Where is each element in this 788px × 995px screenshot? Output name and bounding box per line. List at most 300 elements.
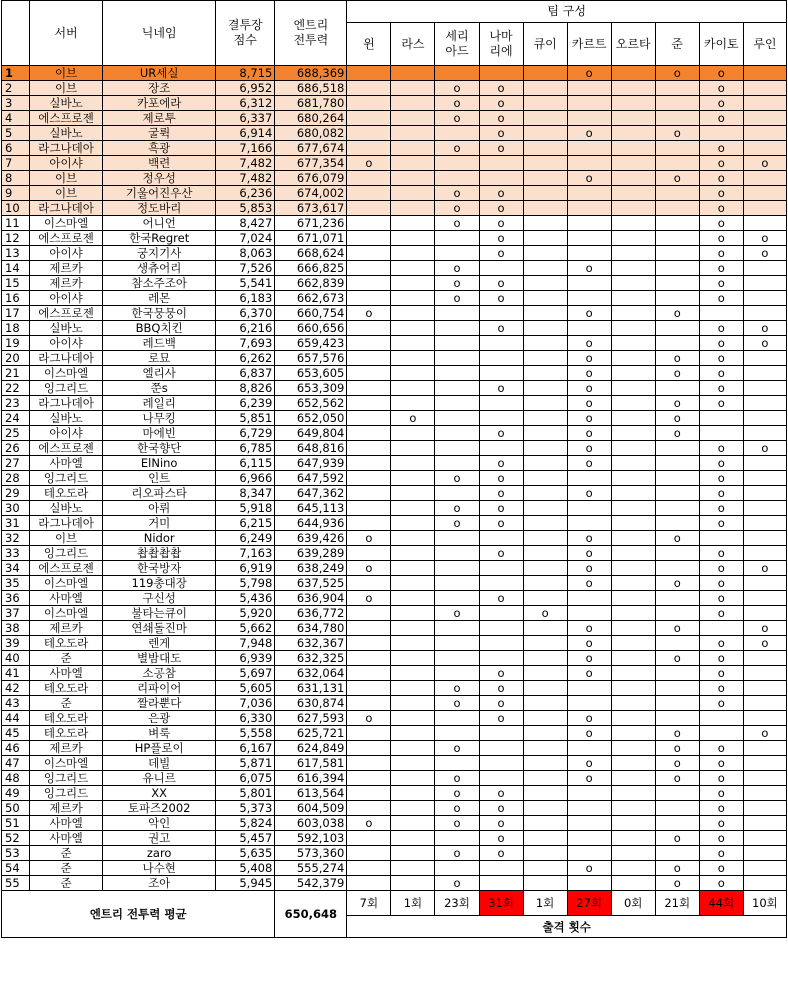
score-cell: 5,662 bbox=[216, 621, 275, 636]
power-cell: 662,839 bbox=[275, 276, 347, 291]
score-cell: 7,482 bbox=[216, 156, 275, 171]
team-mark-cell: o bbox=[479, 201, 523, 216]
team-mark-cell: o bbox=[743, 441, 786, 456]
power-cell: 674,002 bbox=[275, 186, 347, 201]
score-cell: 5,541 bbox=[216, 276, 275, 291]
team-mark-cell bbox=[435, 591, 479, 606]
team-mark-cell: o bbox=[699, 666, 743, 681]
team-mark-cell: o bbox=[347, 711, 391, 726]
score-cell: 6,370 bbox=[216, 306, 275, 321]
power-cell: 637,525 bbox=[275, 576, 347, 591]
power-cell: 653,605 bbox=[275, 366, 347, 381]
team-mark-cell bbox=[743, 291, 786, 306]
nickname-cell: 장조 bbox=[103, 81, 216, 96]
rank-cell: 15 bbox=[2, 276, 30, 291]
nickname-cell: 나수현 bbox=[103, 861, 216, 876]
team-mark-cell bbox=[611, 366, 655, 381]
score-cell: 6,215 bbox=[216, 516, 275, 531]
team-mark-cell: o bbox=[699, 861, 743, 876]
score-cell: 7,693 bbox=[216, 336, 275, 351]
header-hero: 큐이 bbox=[523, 23, 567, 66]
team-mark-cell bbox=[391, 336, 435, 351]
power-cell: 639,289 bbox=[275, 546, 347, 561]
server-cell: 사마엘 bbox=[30, 666, 103, 681]
team-mark-cell bbox=[699, 126, 743, 141]
team-mark-cell bbox=[567, 216, 611, 231]
nickname-cell: 참소주조아 bbox=[103, 276, 216, 291]
power-cell: 542,379 bbox=[275, 876, 347, 891]
team-mark-cell bbox=[391, 261, 435, 276]
team-mark-cell bbox=[347, 501, 391, 516]
rank-cell: 6 bbox=[2, 141, 30, 156]
team-mark-cell bbox=[743, 876, 786, 891]
power-cell: 657,576 bbox=[275, 351, 347, 366]
team-mark-cell: o bbox=[479, 141, 523, 156]
team-mark-cell: o bbox=[655, 396, 699, 411]
table-row bbox=[2, 261, 787, 276]
team-mark-cell bbox=[611, 216, 655, 231]
team-mark-cell: o bbox=[699, 276, 743, 291]
team-mark-cell bbox=[611, 501, 655, 516]
team-mark-cell bbox=[655, 786, 699, 801]
team-mark-cell bbox=[567, 276, 611, 291]
team-mark-cell bbox=[523, 456, 567, 471]
score-cell: 5,920 bbox=[216, 606, 275, 621]
team-mark-cell bbox=[479, 531, 523, 546]
server-cell: 테오도라 bbox=[30, 711, 103, 726]
team-mark-cell: o bbox=[567, 561, 611, 576]
team-mark-cell: o bbox=[479, 831, 523, 846]
table-row bbox=[2, 711, 787, 726]
nickname-cell: XX bbox=[103, 786, 216, 801]
team-mark-cell: o bbox=[435, 216, 479, 231]
team-mark-cell: o bbox=[699, 111, 743, 126]
team-mark-cell bbox=[655, 81, 699, 96]
table-row bbox=[2, 516, 787, 531]
team-mark-cell bbox=[435, 171, 479, 186]
team-mark-cell bbox=[347, 216, 391, 231]
nickname-cell: 어니언 bbox=[103, 216, 216, 231]
team-mark-cell bbox=[655, 696, 699, 711]
team-mark-cell bbox=[435, 621, 479, 636]
team-mark-cell bbox=[347, 741, 391, 756]
team-mark-cell bbox=[435, 396, 479, 411]
team-mark-cell: o bbox=[567, 486, 611, 501]
team-mark-cell bbox=[391, 501, 435, 516]
team-mark-cell bbox=[611, 711, 655, 726]
score-cell: 6,966 bbox=[216, 471, 275, 486]
nickname-cell: 기울어진우산 bbox=[103, 186, 216, 201]
nickname-cell: 119총대장 bbox=[103, 576, 216, 591]
team-mark-cell: o bbox=[479, 471, 523, 486]
team-mark-cell bbox=[743, 651, 786, 666]
team-mark-cell: o bbox=[479, 186, 523, 201]
team-mark-cell bbox=[523, 756, 567, 771]
team-mark-cell bbox=[391, 486, 435, 501]
nickname-cell: 벼룩 bbox=[103, 726, 216, 741]
nickname-cell: 불타는큐이 bbox=[103, 606, 216, 621]
team-mark-cell bbox=[743, 366, 786, 381]
team-mark-cell: o bbox=[655, 171, 699, 186]
table-row bbox=[2, 246, 787, 261]
rank-cell: 38 bbox=[2, 621, 30, 636]
team-mark-cell: o bbox=[655, 741, 699, 756]
team-mark-cell bbox=[611, 246, 655, 261]
server-cell: 잉그리드 bbox=[30, 381, 103, 396]
table-row bbox=[2, 831, 787, 846]
rank-cell: 49 bbox=[2, 786, 30, 801]
team-mark-cell bbox=[611, 846, 655, 861]
team-mark-cell: o bbox=[479, 801, 523, 816]
team-mark-cell bbox=[743, 516, 786, 531]
team-mark-cell bbox=[611, 591, 655, 606]
team-mark-cell bbox=[523, 351, 567, 366]
team-mark-cell bbox=[743, 141, 786, 156]
power-cell: 681,780 bbox=[275, 96, 347, 111]
average-power-value: 650,648 bbox=[275, 891, 347, 938]
team-mark-cell bbox=[611, 546, 655, 561]
team-mark-cell bbox=[479, 771, 523, 786]
score-cell: 6,239 bbox=[216, 396, 275, 411]
team-mark-cell bbox=[567, 81, 611, 96]
team-mark-cell bbox=[479, 366, 523, 381]
team-mark-cell bbox=[479, 726, 523, 741]
nickname-cell: 리파이어 bbox=[103, 681, 216, 696]
team-mark-cell bbox=[655, 456, 699, 471]
power-cell: 555,274 bbox=[275, 861, 347, 876]
team-mark-cell: o bbox=[655, 531, 699, 546]
power-cell: 616,394 bbox=[275, 771, 347, 786]
server-cell: 라그나데아 bbox=[30, 516, 103, 531]
nickname-cell: 쭌s bbox=[103, 381, 216, 396]
table-row bbox=[2, 531, 787, 546]
server-cell: 테오도라 bbox=[30, 681, 103, 696]
team-mark-cell: o bbox=[743, 231, 786, 246]
team-mark-cell bbox=[611, 471, 655, 486]
team-mark-cell bbox=[611, 831, 655, 846]
team-mark-cell bbox=[347, 366, 391, 381]
table-row bbox=[2, 336, 787, 351]
team-mark-cell bbox=[479, 606, 523, 621]
server-cell: 에스프로젠 bbox=[30, 441, 103, 456]
deploy-count-cell: 44회 bbox=[699, 891, 743, 916]
team-mark-cell: o bbox=[655, 861, 699, 876]
team-mark-cell: o bbox=[567, 126, 611, 141]
team-mark-cell bbox=[743, 681, 786, 696]
team-mark-cell: o bbox=[699, 756, 743, 771]
team-mark-cell bbox=[655, 96, 699, 111]
team-mark-cell bbox=[611, 531, 655, 546]
power-cell: 603,038 bbox=[275, 816, 347, 831]
team-mark-cell bbox=[391, 516, 435, 531]
nickname-cell: 백련 bbox=[103, 156, 216, 171]
team-mark-cell bbox=[391, 291, 435, 306]
team-mark-cell bbox=[523, 381, 567, 396]
score-cell: 6,236 bbox=[216, 186, 275, 201]
server-cell: 실바노 bbox=[30, 126, 103, 141]
rank-cell: 43 bbox=[2, 696, 30, 711]
deploy-count-cell: 31회 bbox=[479, 891, 523, 916]
team-mark-cell bbox=[567, 156, 611, 171]
score-cell: 7,036 bbox=[216, 696, 275, 711]
team-mark-cell: o bbox=[479, 846, 523, 861]
team-mark-cell: o bbox=[743, 156, 786, 171]
team-mark-cell bbox=[347, 396, 391, 411]
team-mark-cell: o bbox=[435, 471, 479, 486]
team-mark-cell bbox=[479, 336, 523, 351]
score-cell: 5,801 bbox=[216, 786, 275, 801]
header-server: 서버 bbox=[30, 1, 103, 66]
team-mark-cell: o bbox=[699, 546, 743, 561]
team-mark-cell: o bbox=[479, 96, 523, 111]
nickname-cell: ElNino bbox=[103, 456, 216, 471]
team-mark-cell: o bbox=[567, 381, 611, 396]
team-mark-cell bbox=[391, 636, 435, 651]
team-mark-cell bbox=[611, 336, 655, 351]
nickname-cell: 연쇄돌진마 bbox=[103, 621, 216, 636]
team-mark-cell bbox=[523, 426, 567, 441]
rank-cell: 24 bbox=[2, 411, 30, 426]
team-mark-cell bbox=[743, 306, 786, 321]
team-mark-cell bbox=[655, 201, 699, 216]
team-mark-cell bbox=[567, 831, 611, 846]
power-cell: 604,509 bbox=[275, 801, 347, 816]
team-mark-cell bbox=[347, 411, 391, 426]
team-mark-cell bbox=[611, 876, 655, 891]
team-mark-cell bbox=[699, 411, 743, 426]
server-cell: 이브 bbox=[30, 171, 103, 186]
nickname-cell: BBQ치킨 bbox=[103, 321, 216, 336]
header-hero: 라스 bbox=[391, 23, 435, 66]
score-cell: 6,914 bbox=[216, 126, 275, 141]
rank-cell: 53 bbox=[2, 846, 30, 861]
team-mark-cell bbox=[523, 261, 567, 276]
team-mark-cell bbox=[611, 666, 655, 681]
table-row bbox=[2, 486, 787, 501]
team-mark-cell: o bbox=[655, 831, 699, 846]
team-mark-cell: o bbox=[699, 576, 743, 591]
team-mark-cell: o bbox=[655, 576, 699, 591]
team-mark-cell bbox=[479, 66, 523, 81]
team-mark-cell bbox=[611, 171, 655, 186]
team-mark-cell bbox=[523, 66, 567, 81]
team-mark-cell bbox=[743, 666, 786, 681]
team-mark-cell bbox=[391, 591, 435, 606]
team-mark-cell bbox=[435, 366, 479, 381]
team-mark-cell bbox=[523, 186, 567, 201]
score-cell: 5,918 bbox=[216, 501, 275, 516]
power-cell: 631,131 bbox=[275, 681, 347, 696]
server-cell: 준 bbox=[30, 861, 103, 876]
nickname-cell: 조아 bbox=[103, 876, 216, 891]
score-cell: 6,262 bbox=[216, 351, 275, 366]
deploy-count-cell: 23회 bbox=[435, 891, 479, 916]
team-mark-cell bbox=[523, 636, 567, 651]
table-row bbox=[2, 816, 787, 831]
team-mark-cell bbox=[523, 801, 567, 816]
header-hero: 루인 bbox=[743, 23, 786, 66]
table-row bbox=[2, 201, 787, 216]
power-cell: 688,369 bbox=[275, 66, 347, 81]
team-mark-cell bbox=[391, 846, 435, 861]
team-mark-cell: o bbox=[699, 231, 743, 246]
team-mark-cell bbox=[479, 171, 523, 186]
team-mark-cell bbox=[479, 861, 523, 876]
nickname-cell: 토파즈2002 bbox=[103, 801, 216, 816]
table-footer bbox=[2, 891, 787, 938]
server-cell: 실바노 bbox=[30, 501, 103, 516]
team-mark-cell bbox=[611, 441, 655, 456]
team-mark-cell bbox=[479, 636, 523, 651]
team-mark-cell bbox=[655, 711, 699, 726]
team-mark-cell bbox=[567, 246, 611, 261]
team-mark-cell bbox=[699, 306, 743, 321]
team-mark-cell: o bbox=[699, 366, 743, 381]
team-mark-cell: o bbox=[435, 261, 479, 276]
team-mark-cell: o bbox=[567, 426, 611, 441]
table-row bbox=[2, 171, 787, 186]
team-mark-cell bbox=[743, 831, 786, 846]
server-cell: 에스프로젠 bbox=[30, 111, 103, 126]
team-mark-cell: o bbox=[655, 426, 699, 441]
rank-cell: 5 bbox=[2, 126, 30, 141]
nickname-cell: 권고 bbox=[103, 831, 216, 846]
team-mark-cell bbox=[743, 456, 786, 471]
table-row bbox=[2, 396, 787, 411]
team-mark-cell bbox=[743, 81, 786, 96]
team-mark-cell bbox=[743, 741, 786, 756]
team-mark-cell bbox=[567, 141, 611, 156]
team-mark-cell bbox=[347, 801, 391, 816]
team-mark-cell bbox=[655, 846, 699, 861]
team-mark-cell bbox=[655, 816, 699, 831]
team-mark-cell: o bbox=[699, 381, 743, 396]
power-cell: 647,592 bbox=[275, 471, 347, 486]
server-cell: 사마엘 bbox=[30, 816, 103, 831]
team-mark-cell bbox=[391, 381, 435, 396]
team-mark-cell: o bbox=[699, 216, 743, 231]
team-mark-cell bbox=[347, 666, 391, 681]
power-cell: 625,721 bbox=[275, 726, 347, 741]
rank-cell: 29 bbox=[2, 486, 30, 501]
nickname-cell: HP플로이 bbox=[103, 741, 216, 756]
team-mark-cell bbox=[655, 636, 699, 651]
team-mark-cell bbox=[655, 156, 699, 171]
nickname-cell: 소공참 bbox=[103, 666, 216, 681]
table-row bbox=[2, 501, 787, 516]
team-mark-cell bbox=[611, 681, 655, 696]
team-mark-cell bbox=[347, 336, 391, 351]
score-cell: 6,952 bbox=[216, 81, 275, 96]
team-mark-cell bbox=[523, 531, 567, 546]
rank-cell: 26 bbox=[2, 441, 30, 456]
server-cell: 실바노 bbox=[30, 411, 103, 426]
team-mark-cell bbox=[391, 621, 435, 636]
team-mark-cell: o bbox=[655, 351, 699, 366]
team-mark-cell bbox=[347, 576, 391, 591]
average-power-label: 엔트리 전투력 평균 bbox=[2, 891, 275, 938]
power-cell: 639,426 bbox=[275, 531, 347, 546]
header-hero: 윈 bbox=[347, 23, 391, 66]
nickname-cell: 흑광 bbox=[103, 141, 216, 156]
team-mark-cell bbox=[655, 291, 699, 306]
team-mark-cell bbox=[611, 81, 655, 96]
team-mark-cell: o bbox=[435, 186, 479, 201]
rank-cell: 47 bbox=[2, 756, 30, 771]
team-mark-cell bbox=[611, 516, 655, 531]
team-mark-cell bbox=[391, 81, 435, 96]
team-mark-cell bbox=[435, 651, 479, 666]
power-cell: 632,325 bbox=[275, 651, 347, 666]
rank-cell: 27 bbox=[2, 456, 30, 471]
score-cell: 6,729 bbox=[216, 426, 275, 441]
server-cell: 테오도라 bbox=[30, 486, 103, 501]
team-mark-cell: o bbox=[347, 156, 391, 171]
team-mark-cell bbox=[391, 156, 435, 171]
team-mark-cell bbox=[611, 621, 655, 636]
team-mark-cell: o bbox=[567, 351, 611, 366]
team-mark-cell bbox=[347, 171, 391, 186]
team-mark-cell bbox=[611, 306, 655, 321]
team-mark-cell bbox=[567, 876, 611, 891]
team-mark-cell: o bbox=[743, 621, 786, 636]
team-mark-cell: o bbox=[435, 741, 479, 756]
header-power: 엔트리 전투력 bbox=[275, 1, 347, 66]
team-mark-cell: o bbox=[699, 186, 743, 201]
table-row bbox=[2, 351, 787, 366]
team-mark-cell: o bbox=[479, 666, 523, 681]
nickname-cell: 엘리사 bbox=[103, 366, 216, 381]
rank-cell: 1 bbox=[2, 66, 30, 81]
team-mark-cell bbox=[743, 591, 786, 606]
team-mark-cell: o bbox=[699, 246, 743, 261]
team-mark-cell bbox=[611, 561, 655, 576]
rank-cell: 8 bbox=[2, 171, 30, 186]
team-mark-cell bbox=[347, 141, 391, 156]
team-mark-cell bbox=[347, 636, 391, 651]
score-cell: 6,785 bbox=[216, 441, 275, 456]
team-mark-cell: o bbox=[347, 531, 391, 546]
team-mark-cell: o bbox=[699, 801, 743, 816]
team-mark-cell bbox=[743, 861, 786, 876]
team-mark-cell bbox=[391, 96, 435, 111]
deploy-count-cell: 7회 bbox=[347, 891, 391, 916]
team-mark-cell bbox=[391, 396, 435, 411]
team-mark-cell: o bbox=[479, 246, 523, 261]
team-mark-cell bbox=[523, 681, 567, 696]
team-mark-cell bbox=[699, 621, 743, 636]
team-mark-cell bbox=[391, 201, 435, 216]
rank-cell: 35 bbox=[2, 576, 30, 591]
server-cell: 제르카 bbox=[30, 741, 103, 756]
nickname-cell: 악인 bbox=[103, 816, 216, 831]
power-cell: 668,624 bbox=[275, 246, 347, 261]
power-cell: 638,249 bbox=[275, 561, 347, 576]
team-mark-cell bbox=[611, 606, 655, 621]
team-mark-cell bbox=[743, 771, 786, 786]
team-mark-cell bbox=[655, 381, 699, 396]
team-mark-cell bbox=[523, 201, 567, 216]
table-row bbox=[2, 381, 787, 396]
power-cell: 634,780 bbox=[275, 621, 347, 636]
nickname-cell: 궁지기사 bbox=[103, 246, 216, 261]
score-cell: 5,635 bbox=[216, 846, 275, 861]
team-mark-cell bbox=[435, 126, 479, 141]
team-mark-cell bbox=[743, 531, 786, 546]
team-mark-cell bbox=[655, 801, 699, 816]
rank-cell: 7 bbox=[2, 156, 30, 171]
team-mark-cell bbox=[611, 741, 655, 756]
